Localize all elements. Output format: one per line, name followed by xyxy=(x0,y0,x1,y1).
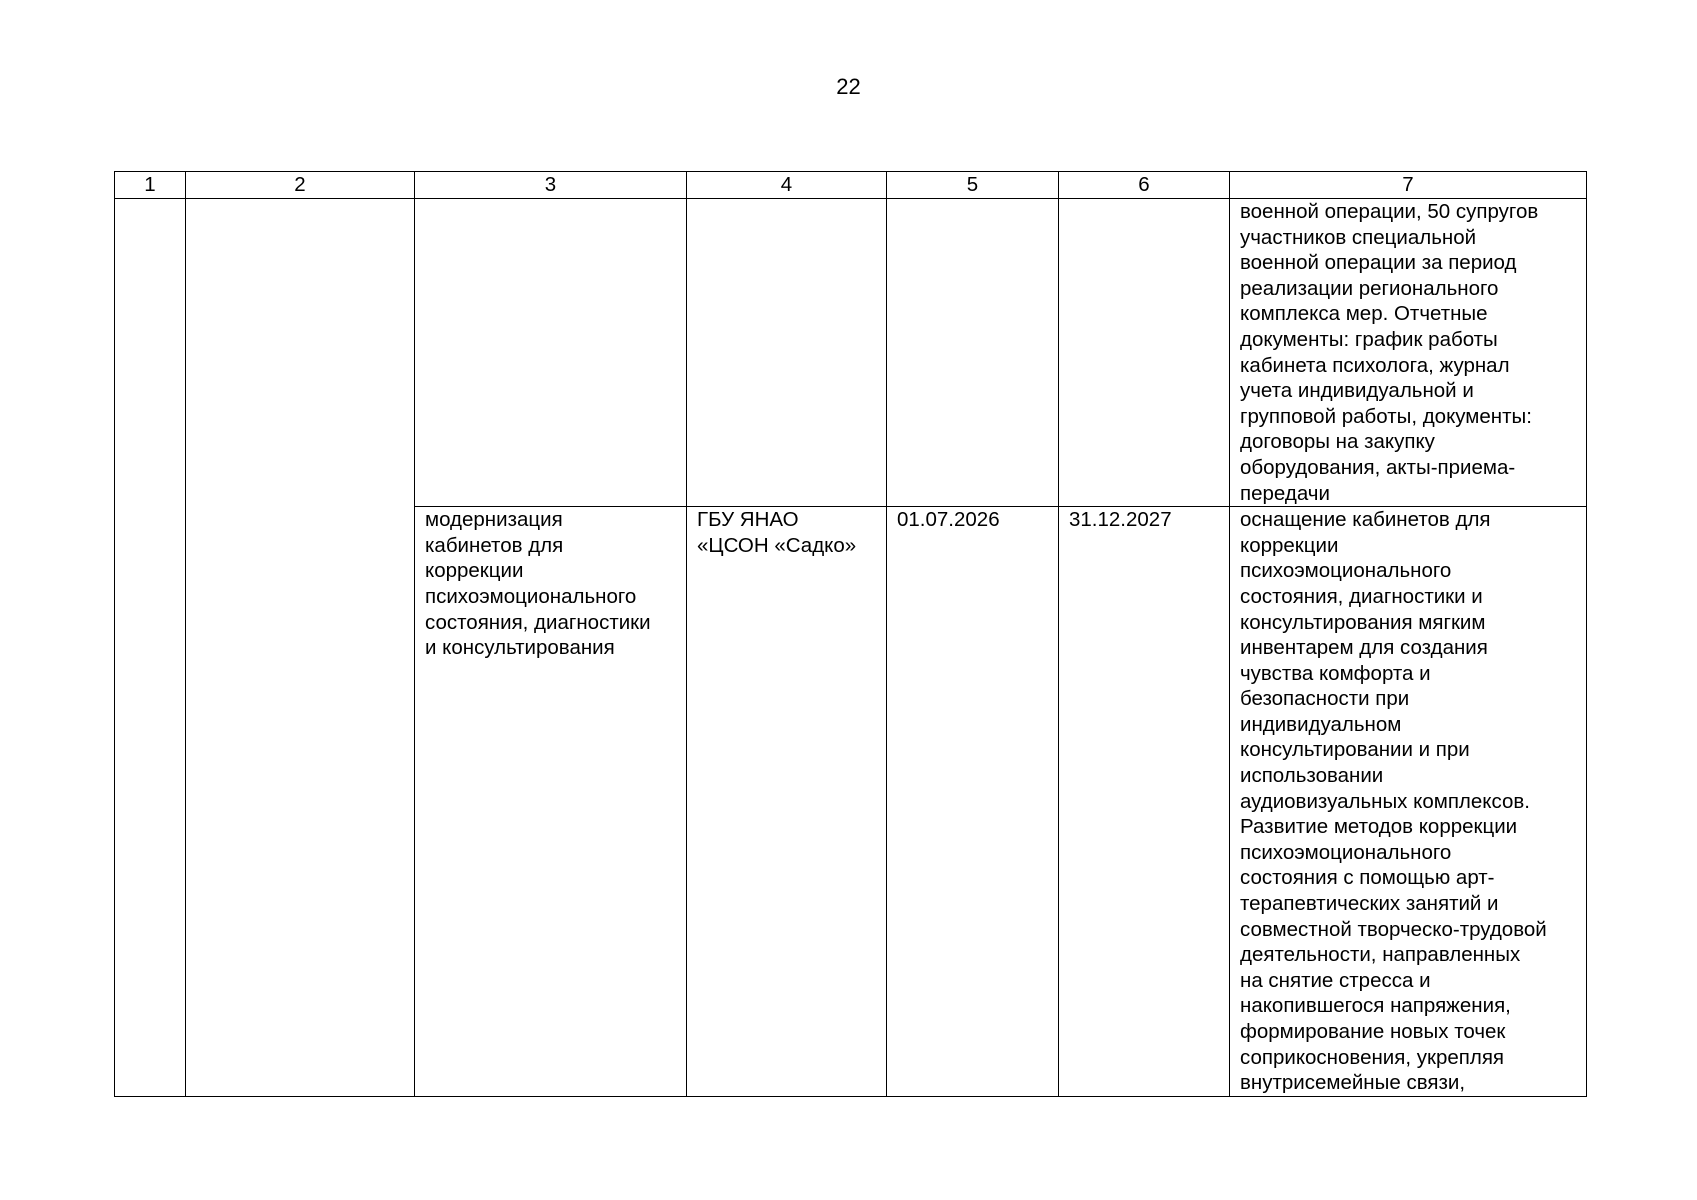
cell-result-description: военной операции, 50 супругов участников специальной военной операции за период реализации регионального комплекса мер. Отчетные документы: график работы кабинета психолога, журнал учета индивидуальной и групповой работы, документы: договоры на закупку оборудования, акты-приема- передачи xyxy=(1230,199,1587,507)
cell-result-description: оснащение кабинетов для коррекции психоэмоционального состояния, диагностики и консультирования мягким инвентарем для создания чувства комфорта и безопасности при индивидуальном консультировании и при использовании аудиовизуальных комплексов. Развитие методов коррекции психоэмоционального состояния с помощью арт- терапевтических занятий и совместной творческо-трудовой деятельности, направленных на снятие стресса и накопившегося напряжения, формирование новых точек соприкосновения, укрепляя внутрисемейные связи, xyxy=(1230,507,1587,1097)
column-header-3: 3 xyxy=(415,172,687,199)
cell-col6 xyxy=(1059,199,1230,507)
cell-col5 xyxy=(887,199,1059,507)
cell-col4 xyxy=(687,199,887,507)
column-header-7: 7 xyxy=(1230,172,1587,199)
column-header-6: 6 xyxy=(1059,172,1230,199)
column-header-4: 4 xyxy=(687,172,887,199)
cell-end-date: 31.12.2027 xyxy=(1059,507,1230,1097)
column-header-2: 2 xyxy=(186,172,415,199)
cell-col2 xyxy=(186,199,415,1097)
cell-responsible-org: ГБУ ЯНАО «ЦСОН «Садко» xyxy=(687,507,887,1097)
column-header-1: 1 xyxy=(115,172,186,199)
column-header-5: 5 xyxy=(887,172,1059,199)
table-row xyxy=(115,199,1587,507)
cell-col1 xyxy=(115,199,186,1097)
cell-activity-name: модернизация кабинетов для коррекции психоэмоционального состояния, диагностики и консультирования xyxy=(415,507,687,1097)
table-header-row xyxy=(115,172,1587,199)
page-number: 22 xyxy=(836,74,861,99)
cell-col3 xyxy=(415,199,687,507)
data-table xyxy=(114,171,1587,1097)
cell-start-date: 01.07.2026 xyxy=(887,507,1059,1097)
